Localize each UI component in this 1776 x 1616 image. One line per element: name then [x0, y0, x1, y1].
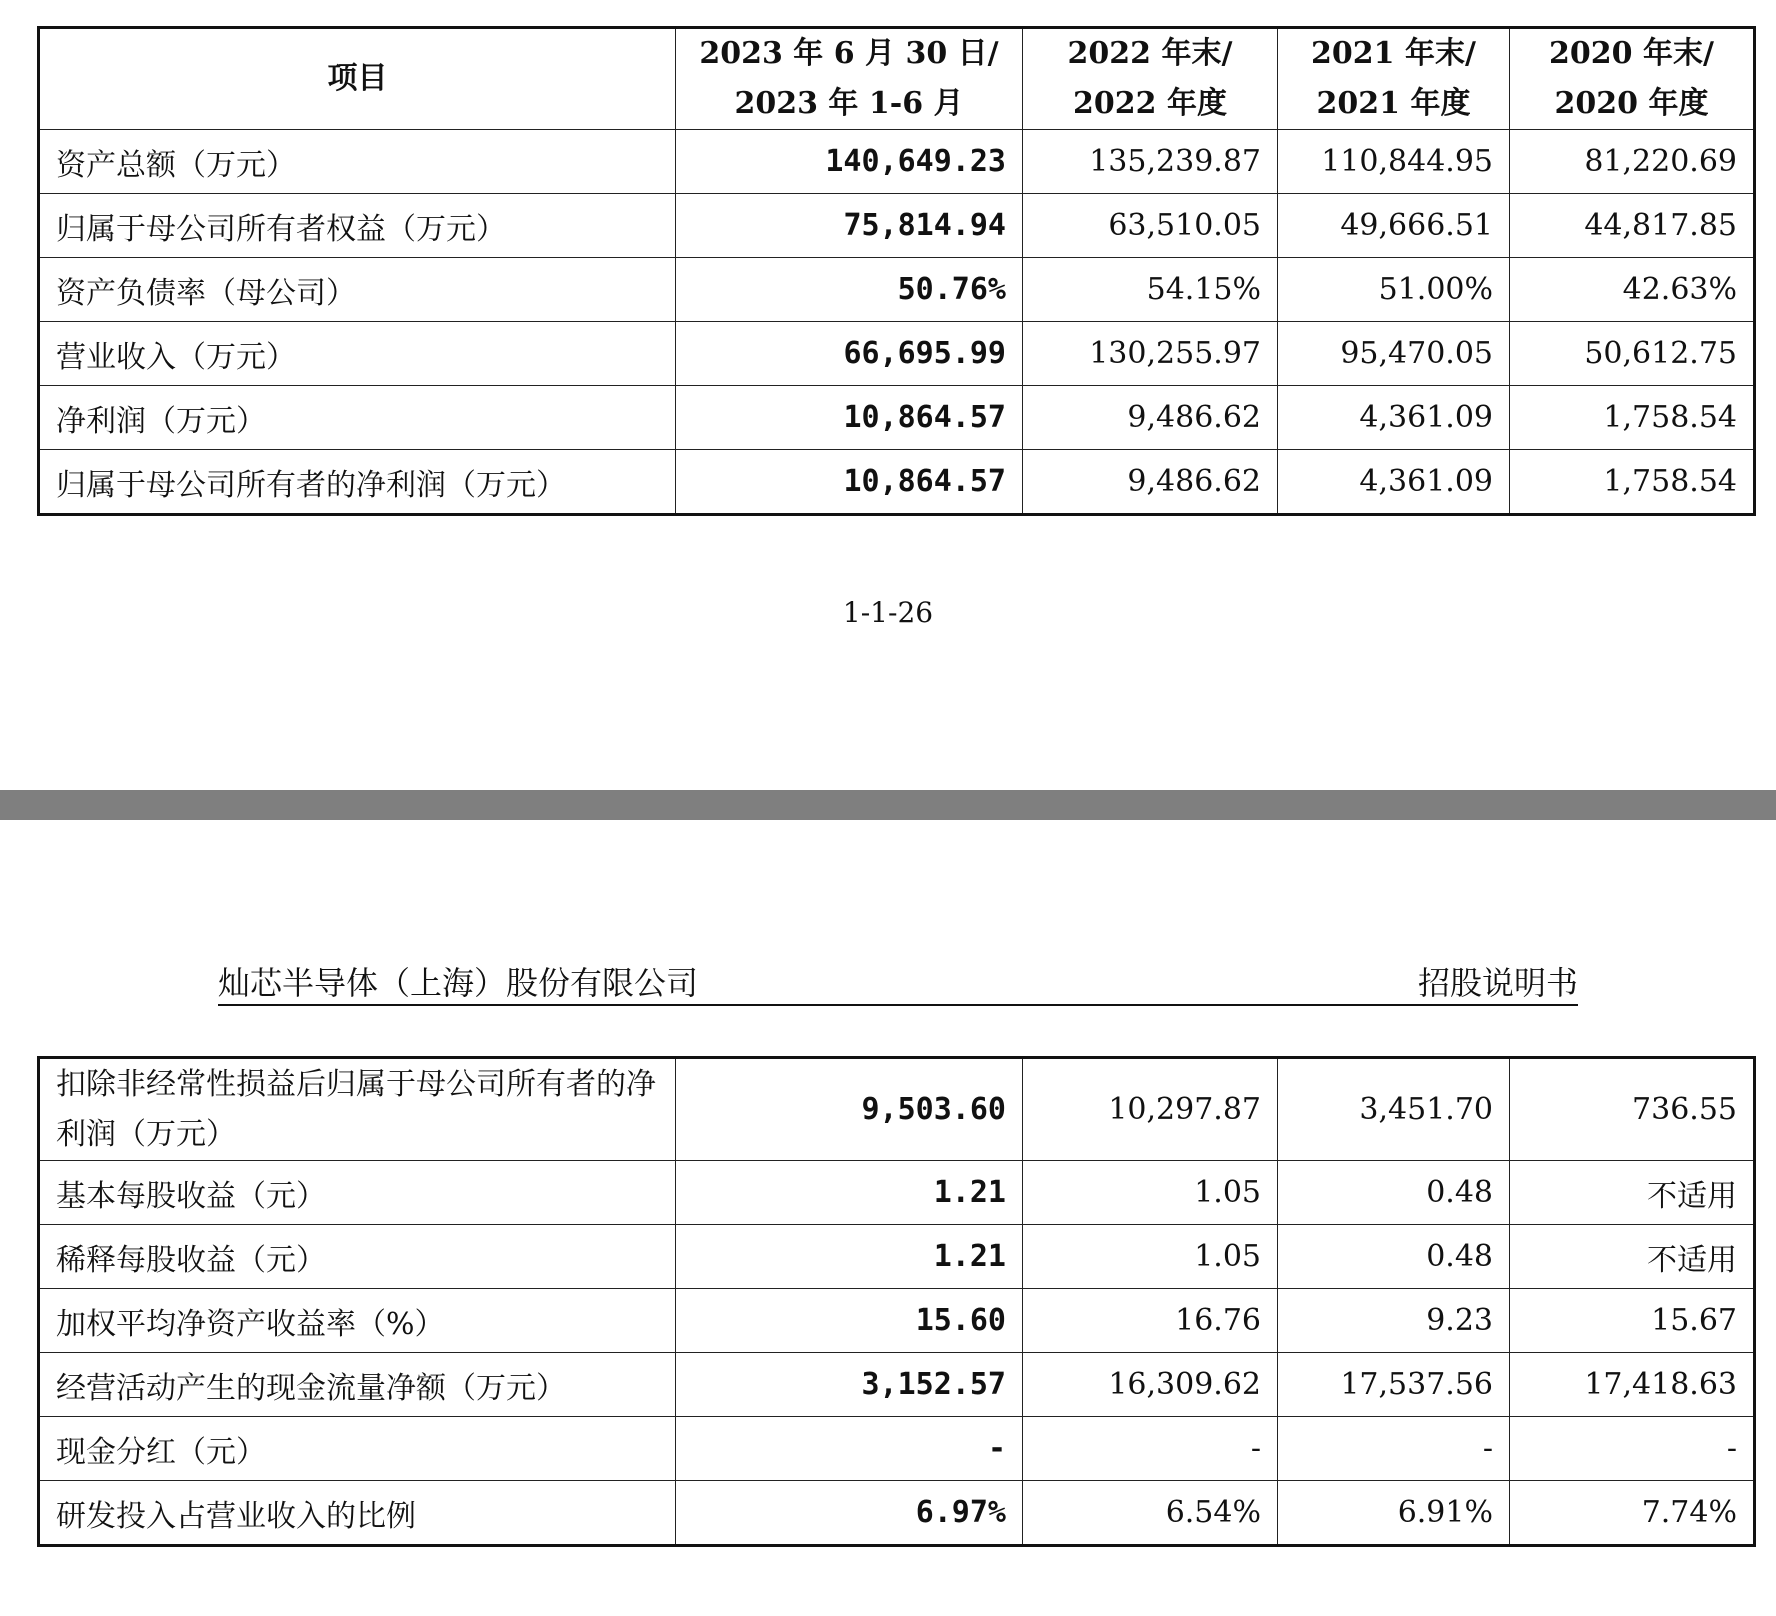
cell-2023: 140,649.23 [676, 130, 1023, 194]
row-label: 归属于母公司所有者的净利润（万元） [39, 450, 676, 515]
row-label: 营业收入（万元） [39, 322, 676, 386]
cell-2022: 1.05 [1023, 1161, 1278, 1225]
row-label: 资产负债率（母公司） [39, 258, 676, 322]
cell-2023: 10,864.57 [676, 450, 1023, 515]
table-row [39, 1058, 1755, 1161]
cell-2020: 81,220.69 [1510, 130, 1755, 194]
page-number: 1-1-26 [842, 596, 934, 629]
cell-2023: - [676, 1417, 1023, 1481]
cell-2020: 736.55 [1510, 1058, 1755, 1161]
cell-2022: 135,239.87 [1023, 130, 1278, 194]
cell-2021: 4,361.09 [1278, 450, 1510, 515]
cell-2021: 49,666.51 [1278, 194, 1510, 258]
cell-2023: 3,152.57 [676, 1353, 1023, 1417]
header-2020: 2020 年末/ 2020 年度 [1510, 28, 1755, 130]
financial-table-top [37, 26, 1756, 516]
cell-2023: 66,695.99 [676, 322, 1023, 386]
cell-2023: 50.76% [676, 258, 1023, 322]
row-label: 净利润（万元） [39, 386, 676, 450]
document-type: 招股说明书 [1417, 964, 1578, 1002]
table-row [39, 386, 1755, 450]
cell-2020: 50,612.75 [1510, 322, 1755, 386]
header-2022: 2022 年末/ 2022 年度 [1023, 28, 1278, 130]
cell-2022: 16,309.62 [1023, 1353, 1278, 1417]
cell-2021: 17,537.56 [1278, 1353, 1510, 1417]
table-row [39, 1161, 1755, 1225]
cell-2023: 1.21 [676, 1225, 1023, 1289]
company-name: 灿芯半导体（上海）股份有限公司 [218, 964, 699, 1002]
cell-2022: 16.76 [1023, 1289, 1278, 1353]
table-row [39, 1481, 1755, 1546]
cell-2022: 1.05 [1023, 1225, 1278, 1289]
cell-2021: 0.48 [1278, 1161, 1510, 1225]
cell-2020: 42.63% [1510, 258, 1755, 322]
cell-2022: 54.15% [1023, 258, 1278, 322]
financial-table-bottom [37, 1056, 1756, 1547]
cell-2021: 3,451.70 [1278, 1058, 1510, 1161]
table-row [39, 322, 1755, 386]
cell-2021: 4,361.09 [1278, 386, 1510, 450]
row-label: 稀释每股收益（元） [39, 1225, 676, 1289]
row-label: 扣除非经常性损益后归属于母公司所有者的净利润（万元） [39, 1058, 676, 1161]
cell-2020: 15.67 [1510, 1289, 1755, 1353]
cell-2021: 9.23 [1278, 1289, 1510, 1353]
table-row [39, 1225, 1755, 1289]
cell-2020: - [1510, 1417, 1755, 1481]
row-label: 研发投入占营业收入的比例 [39, 1481, 676, 1546]
page-separator [0, 790, 1776, 820]
cell-2022: 6.54% [1023, 1481, 1278, 1546]
table-row [39, 258, 1755, 322]
cell-2022: 63,510.05 [1023, 194, 1278, 258]
cell-2020: 不适用 [1510, 1161, 1755, 1225]
row-label: 归属于母公司所有者权益（万元） [39, 194, 676, 258]
cell-2022: - [1023, 1417, 1278, 1481]
cell-2023: 75,814.94 [676, 194, 1023, 258]
header-item: 项目 [39, 28, 676, 130]
cell-2021: 95,470.05 [1278, 322, 1510, 386]
cell-2020: 44,817.85 [1510, 194, 1755, 258]
cell-2023: 9,503.60 [676, 1058, 1023, 1161]
row-label: 加权平均净资产收益率（%） [39, 1289, 676, 1353]
cell-2023: 6.97% [676, 1481, 1023, 1546]
row-label: 经营活动产生的现金流量净额（万元） [39, 1353, 676, 1417]
cell-2021: 51.00% [1278, 258, 1510, 322]
row-label: 现金分红（元） [39, 1417, 676, 1481]
cell-2021: 6.91% [1278, 1481, 1510, 1546]
row-label: 基本每股收益（元） [39, 1161, 676, 1225]
table-header-row [39, 28, 1755, 130]
cell-2020: 7.74% [1510, 1481, 1755, 1546]
cell-2020: 17,418.63 [1510, 1353, 1755, 1417]
row-label: 资产总额（万元） [39, 130, 676, 194]
cell-2022: 130,255.97 [1023, 322, 1278, 386]
cell-2020: 1,758.54 [1510, 450, 1755, 515]
table-row [39, 1353, 1755, 1417]
table-row [39, 194, 1755, 258]
header-2023: 2023 年 6 月 30 日/ 2023 年 1-6 月 [676, 28, 1023, 130]
cell-2022: 10,297.87 [1023, 1058, 1278, 1161]
header-2021: 2021 年末/ 2021 年度 [1278, 28, 1510, 130]
cell-2020: 不适用 [1510, 1225, 1755, 1289]
cell-2023: 1.21 [676, 1161, 1023, 1225]
cell-2023: 15.60 [676, 1289, 1023, 1353]
cell-2020: 1,758.54 [1510, 386, 1755, 450]
cell-2021: 110,844.95 [1278, 130, 1510, 194]
cell-2022: 9,486.62 [1023, 450, 1278, 515]
table-row [39, 1289, 1755, 1353]
cell-2023: 10,864.57 [676, 386, 1023, 450]
cell-2021: - [1278, 1417, 1510, 1481]
table-row [39, 450, 1755, 515]
cell-2021: 0.48 [1278, 1225, 1510, 1289]
table-row [39, 130, 1755, 194]
table-row [39, 1417, 1755, 1481]
cell-2022: 9,486.62 [1023, 386, 1278, 450]
document-header [218, 956, 1578, 1006]
